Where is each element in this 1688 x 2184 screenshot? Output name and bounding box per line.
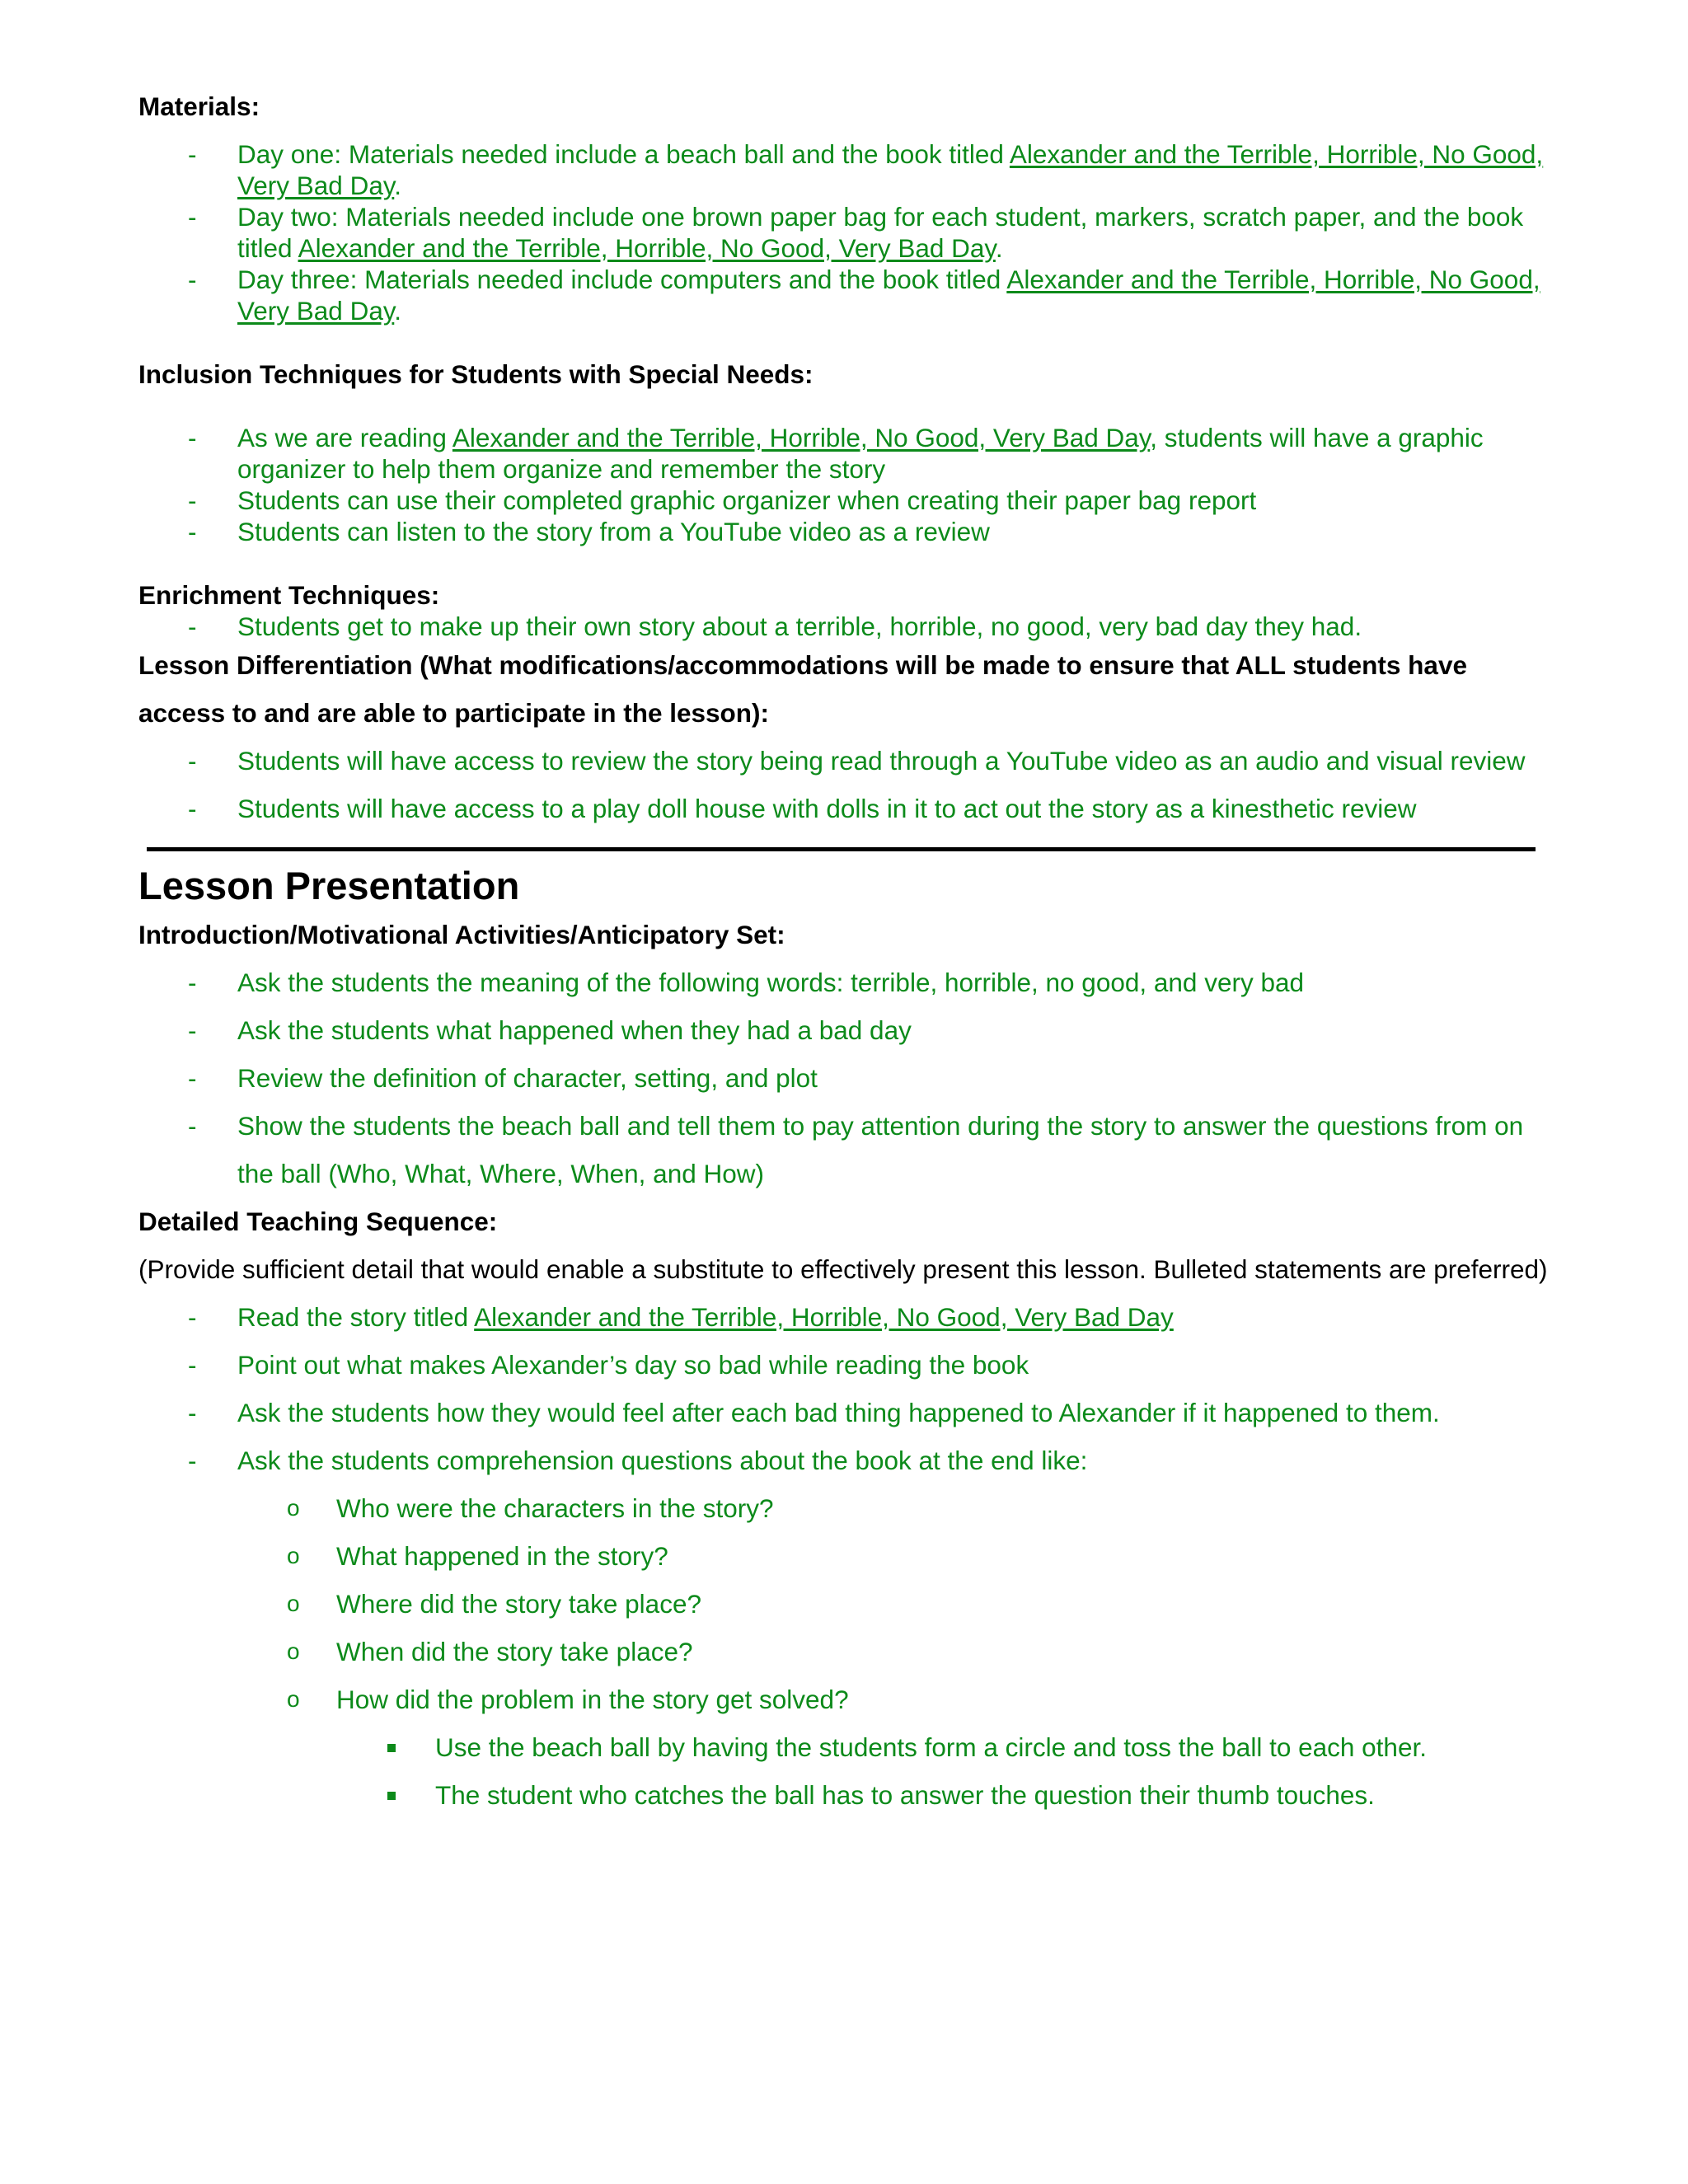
- book-title-link: Alexander and the Terrible, Horrible, No Good, Very Bad Day: [237, 139, 1544, 200]
- list-item: - Show the students the beach ball and tell them to pay attention during the story to answer the questions from on the ball (Who, What, Where, When, and How): [138, 1102, 1556, 1197]
- dash-bullet: -: [188, 968, 197, 997]
- materials-list: [138, 138, 1556, 326]
- book-title-link: Alexander and the Terrible, Horrible, No Good, Very Bad Day: [237, 265, 1540, 326]
- list-item: - As we are reading Alexander and the Terrible, Horrible, No Good, Very Bad Day, students will have a graphic organizer to help them organize and remember the story: [188, 423, 1484, 484]
- dash-bullet: -: [188, 1398, 197, 1427]
- list-item: The student who catches the ball has to answer the question their thumb touches.: [138, 1771, 1556, 1819]
- list-item: o How did the problem in the story get solved?: [138, 1675, 1556, 1723]
- list-item: - Day two: Materials needed include one brown paper bag for each student, markers, scratch paper, and the book titled Alexander and the Terrible, Horrible, No Good, Very Bad Day.: [188, 202, 1524, 263]
- materials-heading: Materials:: [138, 91, 260, 121]
- dash-bullet: -: [188, 1350, 197, 1380]
- dash-bullet: -: [188, 202, 197, 232]
- intro-heading: Introduction/Motivational Activities/Anticipatory Set:: [138, 920, 785, 949]
- enrichment-list: [138, 611, 1556, 642]
- circle-bullet: o: [287, 1543, 300, 1568]
- book-title-link: Alexander and the Terrible, Horrible, No Good, Very Bad Day: [452, 423, 1151, 452]
- dash-bullet: -: [188, 265, 197, 294]
- dash-bullet: -: [188, 517, 197, 546]
- sequence-heading: Detailed Teaching Sequence:: [138, 1207, 498, 1236]
- inclusion-heading: Inclusion Techniques for Students with Special Needs:: [138, 359, 814, 389]
- differentiation-heading: Lesson Differentiation (What modifications/accommodations will be made to ensure that ALL students have access to and are able to participate in the lesson):: [138, 650, 1467, 728]
- list-item: - Students get to make up their own story about a terrible, horrible, no good, very bad day they had.: [188, 612, 1362, 641]
- dash-bullet: -: [188, 1302, 197, 1332]
- list-item: o When did the story take place?: [138, 1628, 1556, 1675]
- list-item: - Students will have access to a play doll house with dolls in it to act out the story as a kinesthetic review: [138, 785, 1556, 832]
- horizontal-rule: [147, 847, 1536, 851]
- square-bullet: [387, 1744, 396, 1752]
- list-item: - Ask the students what happened when they had a bad day: [138, 1006, 1556, 1054]
- list-item: Use the beach ball by having the students form a circle and toss the ball to each other.: [138, 1723, 1556, 1771]
- list-item: - Ask the students comprehension questions about the book at the end like:: [138, 1436, 1556, 1484]
- square-bullet: [387, 1792, 396, 1800]
- intro-list: [138, 958, 1556, 1197]
- dash-bullet: -: [188, 746, 197, 776]
- list-item: - Students can listen to the story from a YouTube video as a review: [188, 517, 990, 546]
- differentiation-list: [138, 737, 1556, 832]
- ball-steps-list: [138, 1723, 1556, 1819]
- list-item: - Ask the students the meaning of the following words: terrible, horrible, no good, and very bad: [138, 958, 1556, 1006]
- book-title-link: Alexander and the Terrible, Horrible, No Good, Very Bad Day: [474, 1302, 1174, 1332]
- sequence-list: [138, 1293, 1556, 1484]
- circle-bullet: o: [287, 1591, 300, 1616]
- list-item: - Students can use their completed graphic organizer when creating their paper bag report: [188, 485, 1257, 515]
- dash-bullet: -: [188, 423, 197, 452]
- list-item: o Where did the story take place?: [138, 1580, 1556, 1628]
- list-item: - Day one: Materials needed include a beach ball and the book titled Alexander and the Terrible, Horrible, No Good, Very Bad Day.: [188, 139, 1544, 200]
- circle-bullet: o: [287, 1686, 300, 1712]
- section-title: Lesson Presentation: [138, 864, 520, 907]
- questions-list: [138, 1484, 1556, 1723]
- inclusion-list: [138, 422, 1556, 547]
- circle-bullet: o: [287, 1495, 300, 1521]
- dash-bullet: -: [188, 485, 197, 515]
- list-item: - Students will have access to review the story being read through a YouTube video as an audio and visual review: [138, 737, 1556, 785]
- enrichment-heading: Enrichment Techniques:: [138, 580, 440, 610]
- dash-bullet: -: [188, 794, 197, 823]
- list-item: o What happened in the story?: [138, 1532, 1556, 1580]
- list-item: o Who were the characters in the story?: [138, 1484, 1556, 1532]
- list-item: - Read the story titled Alexander and the Terrible, Horrible, No Good, Very Bad Day: [138, 1293, 1556, 1341]
- list-item: - Ask the students how they would feel after each bad thing happened to Alexander if it happened to them.: [138, 1389, 1556, 1436]
- book-title-link: Alexander and the Terrible, Horrible, No Good, Very Bad Day: [298, 233, 996, 263]
- dash-bullet: -: [188, 1111, 197, 1141]
- dash-bullet: -: [188, 612, 197, 641]
- document-content: [138, 91, 1556, 1819]
- dash-bullet: -: [188, 139, 197, 169]
- list-item: - Day three: Materials needed include computers and the book titled Alexander and the Terrible, Horrible, No Good, Very Bad Day.: [188, 265, 1540, 326]
- list-item: - Review the definition of character, setting, and plot: [138, 1054, 1556, 1102]
- circle-bullet: o: [287, 1638, 300, 1664]
- dash-bullet: -: [188, 1446, 197, 1475]
- list-item: - Point out what makes Alexander’s day so bad while reading the book: [138, 1341, 1556, 1389]
- dash-bullet: -: [188, 1063, 197, 1093]
- sequence-note: (Provide sufficient detail that would enable a substitute to effectively present this lesson. Bulleted statements are preferred): [138, 1254, 1548, 1284]
- dash-bullet: -: [188, 1015, 197, 1045]
